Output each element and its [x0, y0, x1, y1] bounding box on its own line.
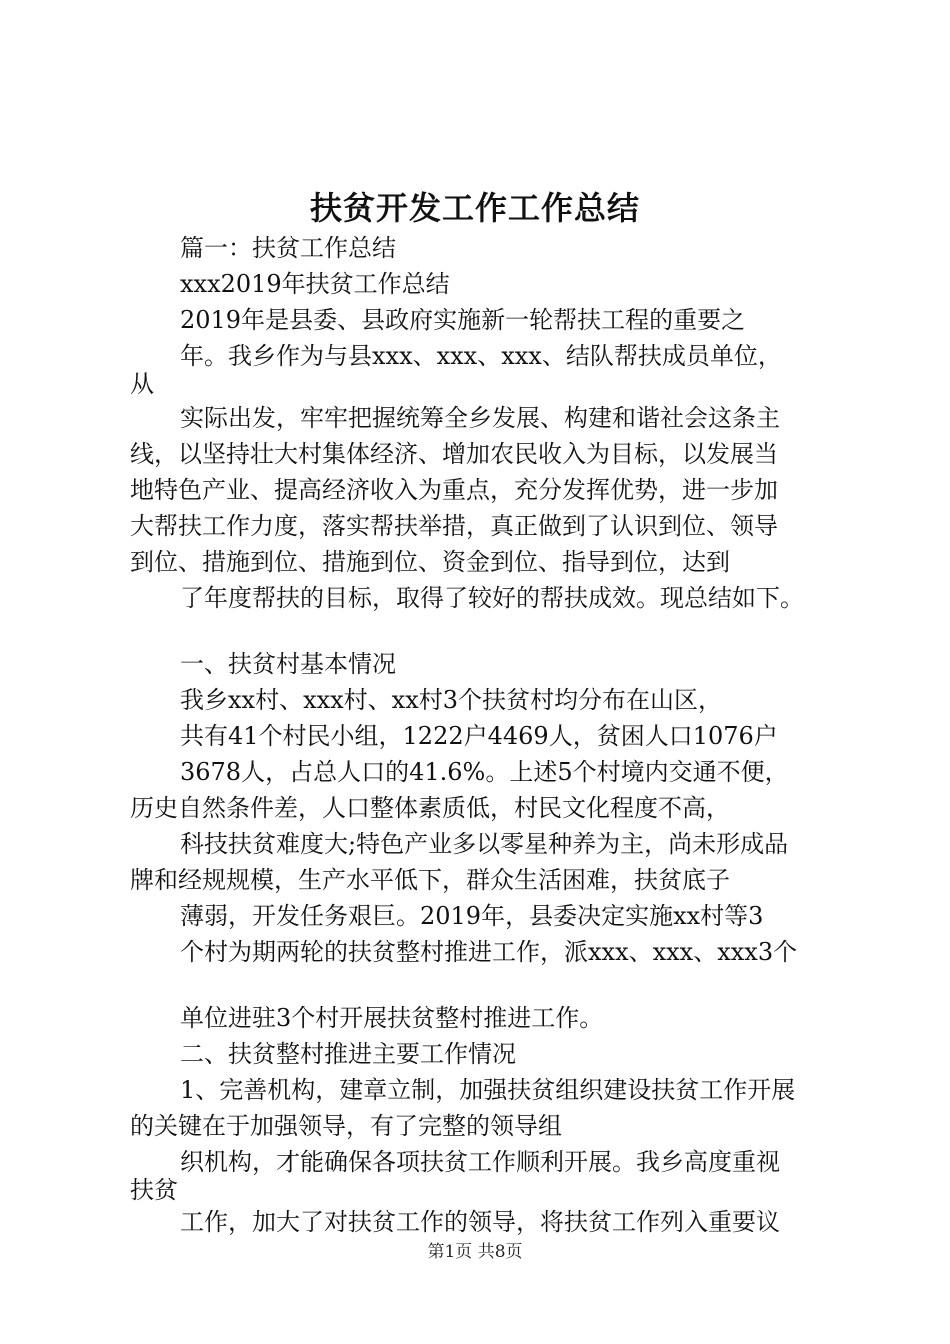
- body-line: 实际出发，牢牢把握统筹全乡发展、构建和谐社会这条主: [180, 404, 780, 432]
- body-line: 织机构，才能确保各项扶贫工作顺利开展。我乡高度重视: [180, 1148, 780, 1176]
- section-heading: 一、扶贫村基本情况: [180, 650, 396, 678]
- body-line: 个村为期两轮的扶贫整村推进工作，派xxx、xxx、xxx3个: [180, 938, 798, 966]
- body-line: 从: [130, 370, 154, 398]
- body-line: 单位进驻3个村开展扶贫整村推进工作。: [180, 1004, 604, 1032]
- body-line: 工作，加大了对扶贫工作的领导，将扶贫工作列入重要议: [180, 1208, 780, 1236]
- body-line: 的关键在于加强领导，有了完整的领导组: [130, 1112, 562, 1140]
- body-line: 了年度帮扶的目标，取得了较好的帮扶成效。现总结如下。: [180, 584, 804, 612]
- body-line: 篇一：扶贫工作总结: [180, 234, 396, 262]
- body-line: 历史自然条件差，人口整体素质低，村民文化程度不高，: [130, 794, 730, 822]
- body-line: 2019年是县委、县政府实施新一轮帮扶工程的重要之: [180, 306, 746, 334]
- body-line: 薄弱，开发任务艰巨。2019年，县委决定实施xx村等3: [180, 902, 764, 930]
- body-line: 共有41个村民小组，1222户4469人，贫困人口1076户: [180, 722, 778, 750]
- body-line: 我乡xx村、xxx村、xx村3个扶贫村均分布在山区，: [180, 686, 723, 714]
- body-line: xxx2019年扶贫工作总结: [180, 270, 450, 298]
- body-line: 1、完善机构，建章立制，加强扶贫组织建设扶贫工作开展: [180, 1076, 796, 1104]
- body-line: 年。我乡作为与县xxx、xxx、xxx、结队帮扶成员单位，: [180, 342, 782, 370]
- section-heading: 二、扶贫整村推进主要工作情况: [180, 1040, 516, 1068]
- body-line: 大帮扶工作力度，落实帮扶举措，真正做到了认识到位、领导: [130, 512, 778, 540]
- body-line: 牌和经规规模，生产水平低下，群众生活困难，扶贫底子: [130, 866, 730, 894]
- body-line: 扶贫: [130, 1176, 178, 1204]
- page-footer: 第1页 共8页: [427, 1242, 523, 1262]
- body-line: 到位、措施到位、措施到位、资金到位、指导到位，达到: [130, 548, 730, 576]
- page-title: 扶贫开发工作工作总结: [309, 189, 640, 227]
- body-line: 科技扶贫难度大;特色产业多以零星种养为主，尚未形成品: [180, 830, 789, 858]
- body-line: 地特色产业、提高经济收入为重点，充分发挥优势，进一步加: [130, 476, 778, 504]
- body-line: 3678人，占总人口的41.6%。上述5个村境内交通不便，: [180, 758, 789, 786]
- body-line: 线，以坚持壮大村集体经济、增加农民收入为目标，以发展当: [130, 440, 778, 468]
